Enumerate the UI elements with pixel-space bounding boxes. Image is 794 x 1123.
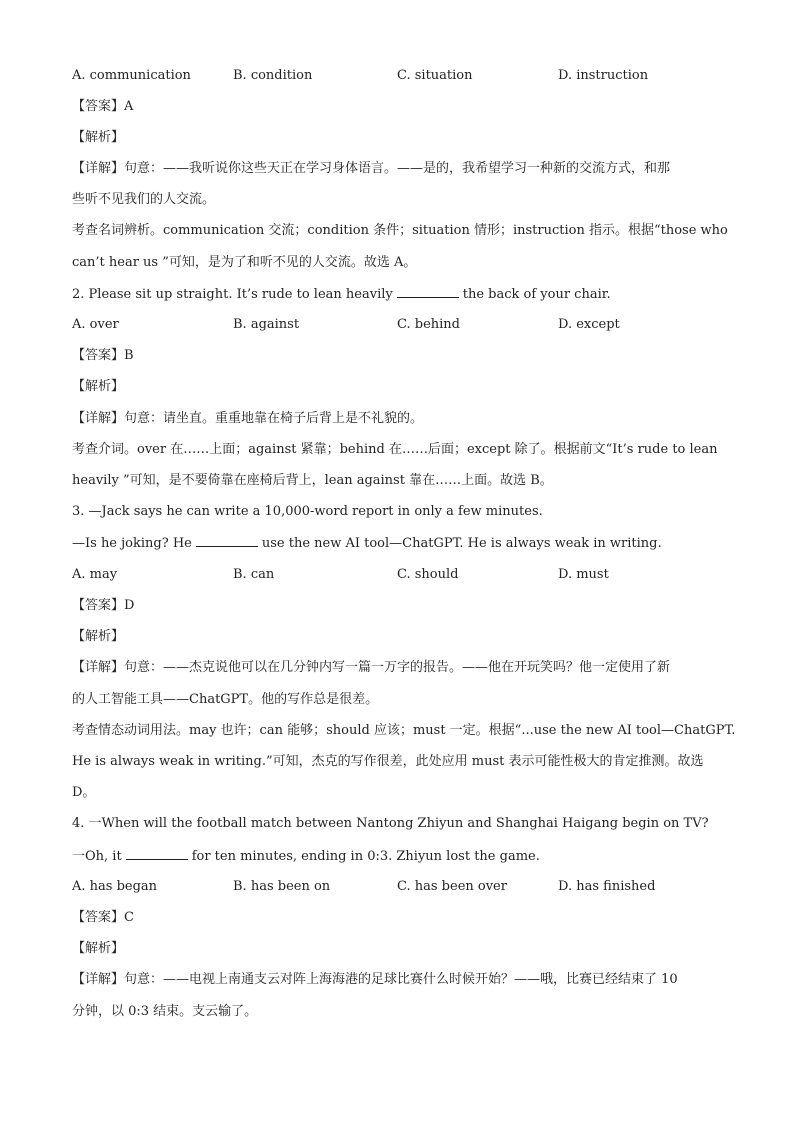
q2-option-d: D. except [558, 317, 620, 332]
q1-option-b: B. condition [233, 68, 313, 83]
q2-options [72, 316, 722, 334]
q1-options [72, 67, 722, 85]
q4-answer: 【答案】C [72, 910, 134, 925]
q4-detail-line-1: 【详解】句意：——电视上南通支云对阵上海海港的足球比赛什么时候开始？——哦，比赛已经结束了 10 [72, 972, 678, 987]
q2-detail-line-1: 【详解】句意：请坐直。重重地靠在椅子后背上是不礼貌的。 [72, 411, 424, 426]
q3-option-c: C. should [397, 567, 459, 582]
q1-answer: 【答案】A [72, 99, 134, 114]
q4-stem-pre: 一Oh, it [72, 849, 122, 864]
q4-option-d: D. has finished [558, 879, 656, 894]
q2-option-a: A. over [72, 317, 119, 332]
q2-exam-line-2: heavily ”可知，是不要倚靠在座椅后背上，lean against 靠在……上面。故选 B。 [72, 473, 553, 488]
q3-stem-line-2 [72, 534, 662, 553]
q3-stem-pre: —Is he joking? He [72, 536, 192, 551]
q4-analysis-heading: 【解析】 [72, 941, 125, 956]
q1-option-a: A. communication [72, 68, 191, 83]
q4-stem-line-2 [72, 847, 540, 866]
q3-option-b: B. can [233, 567, 275, 582]
q2-blank [397, 285, 459, 298]
q3-blank [196, 534, 258, 547]
q4-blank [126, 847, 188, 860]
q4-stem-post: for ten minutes, ending in 0:3. Zhiyun lost the game. [191, 849, 540, 864]
q1-analysis-heading: 【解析】 [72, 130, 125, 145]
q4-detail-line-2: 分钟，以 0:3 结束。支云输了。 [72, 1004, 258, 1019]
q3-option-d: D. must [558, 567, 609, 582]
q2-answer: 【答案】B [72, 348, 134, 363]
q3-analysis-heading: 【解析】 [72, 629, 125, 644]
q3-stem-line-1: 3. —Jack says he can write a 10,000-word report in only a few minutes. [72, 504, 543, 519]
q2-analysis-heading: 【解析】 [72, 379, 125, 394]
q3-exam-line-1: 考查情态动词用法。may 也许；can 能够；should 应该；must 一定。根据“...use the new AI tool—ChatGPT. [72, 723, 736, 738]
q1-exam-line-2: can’t hear us ”可知，是为了和听不见的人交流。故选 A。 [72, 255, 417, 270]
q1-option-d: D. instruction [558, 68, 649, 83]
q3-answer: 【答案】D [72, 598, 135, 613]
q3-option-a: A. may [72, 567, 118, 582]
q2-stem-pre: 2. Please sit up straight. It’s rude to lean heavily [72, 287, 393, 302]
q3-detail-line-1: 【详解】句意：——杰克说他可以在几分钟内写一篇一万字的报告。——他在开玩笑吗？他一定使用了新 [72, 660, 671, 675]
q1-detail-line-1: 【详解】句意：——我听说你这些天正在学习身体语言。——是的，我希望学习一种新的交流方式，和那 [72, 161, 671, 176]
q4-stem-line-1: 4. 一When will the football match between Nantong Zhiyun and Shanghai Haigang begin on TV? [72, 816, 709, 831]
q2-exam-line-1: 考查介词。over 在……上面；against 紧靠；behind 在……后面；except 除了。根据前文“It’s rude to lean [72, 442, 718, 457]
q4-option-a: A. has began [72, 879, 158, 894]
q3-detail-line-2: 的人工智能工具——ChatGPT。他的写作总是很差。 [72, 692, 379, 707]
q2-stem [72, 285, 611, 304]
q4-options [72, 878, 722, 896]
q3-options [72, 566, 722, 584]
q1-detail-line-2: 些听不见我们的人交流。 [72, 192, 216, 207]
q2-stem-post: the back of your chair. [462, 287, 611, 302]
q4-option-b: B. has been on [233, 879, 331, 894]
q3-exam-line-2: He is always weak in writing.”可知，杰克的写作很差，此处应用 must 表示可能性极大的肯定推测。故选 [72, 754, 704, 769]
q3-stem-post: use the new AI tool—ChatGPT. He is always weak in writing. [261, 536, 662, 551]
q2-option-b: B. against [233, 317, 300, 332]
q3-exam-line-3: D。 [72, 785, 96, 800]
q1-option-c: C. situation [397, 68, 473, 83]
q2-option-c: C. behind [397, 317, 460, 332]
q4-option-c: C. has been over [397, 879, 507, 894]
q1-exam-line-1: 考查名词辨析。communication 交流；condition 条件；situation 情形；instruction 指示。根据“those who [72, 223, 728, 238]
